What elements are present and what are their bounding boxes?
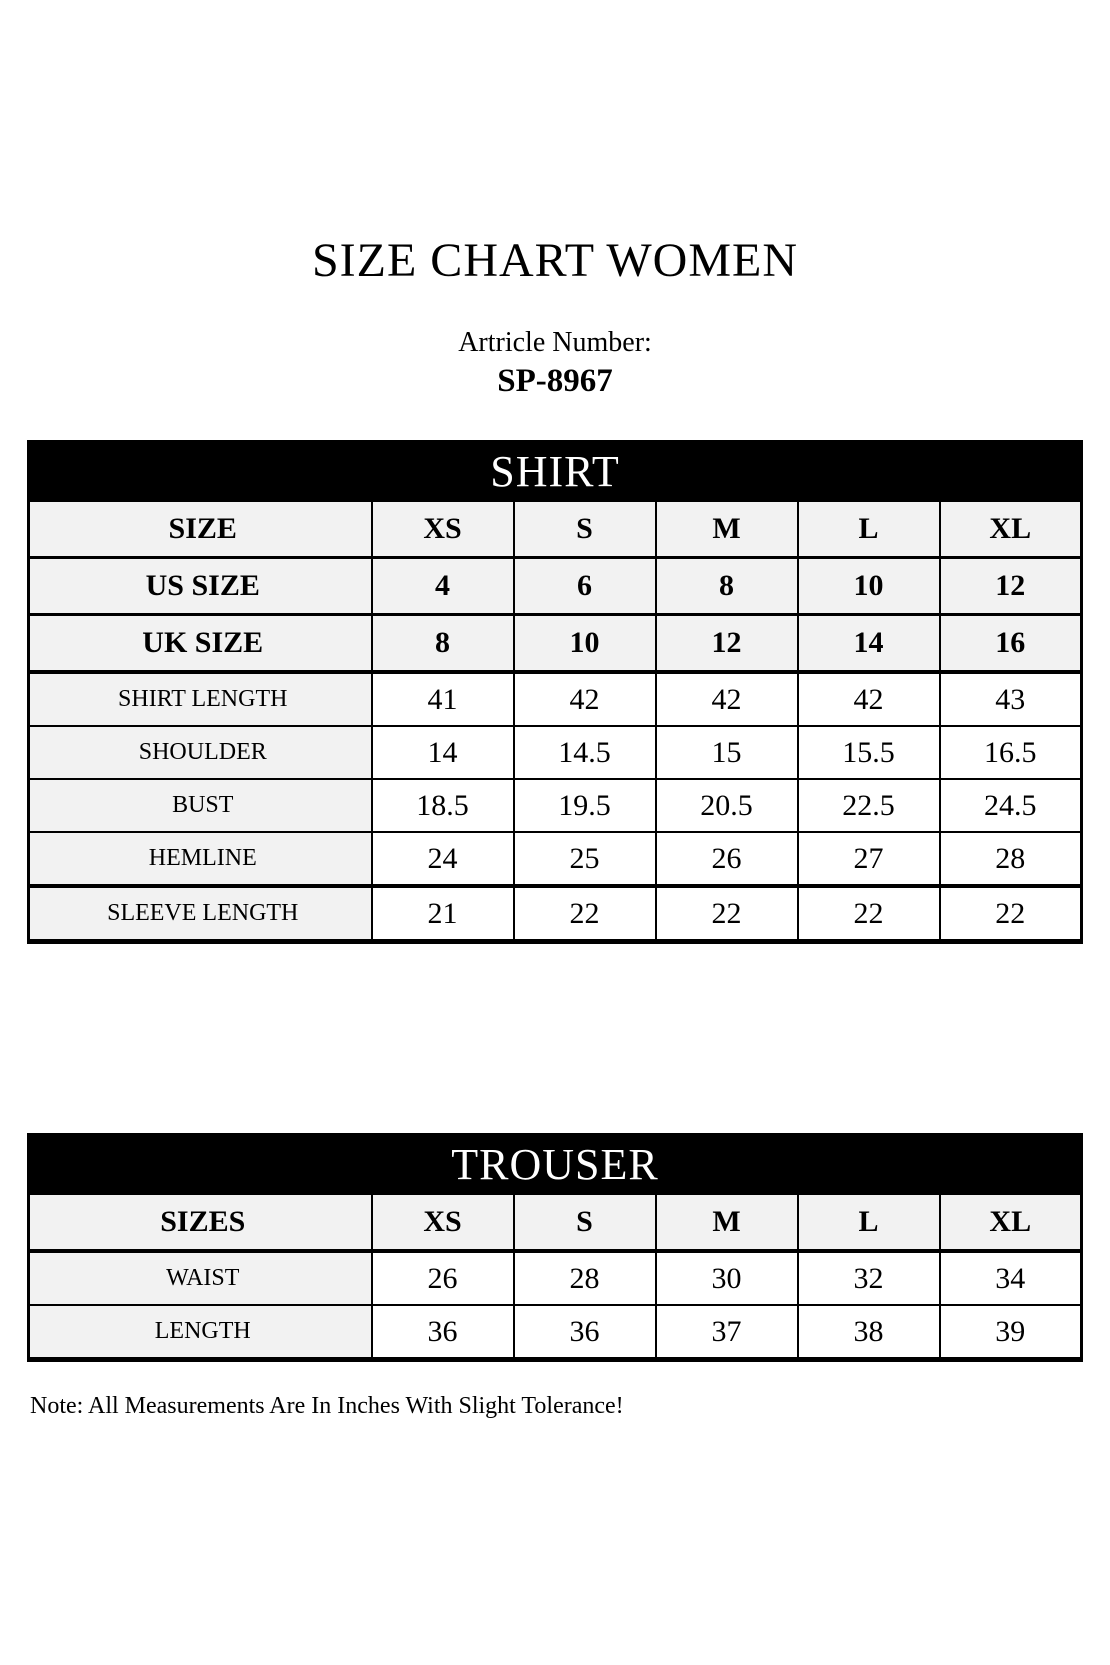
shirt-table-header: SHIRT [29, 442, 1082, 501]
measurement-label-cell: SLEEVE LENGTH [29, 886, 372, 942]
size-value-cell: S [514, 1194, 656, 1252]
measurement-value-cell: 19.5 [514, 779, 656, 832]
measurement-label-cell: LENGTH [29, 1305, 372, 1360]
measurement-value-cell: 20.5 [656, 779, 798, 832]
measurement-value-cell: 32 [798, 1251, 940, 1305]
measurement-label-cell: BUST [29, 779, 372, 832]
table-row [29, 1135, 1082, 1194]
table-row [29, 1251, 1082, 1305]
size-value-cell: L [798, 1194, 940, 1252]
table-row [29, 1305, 1082, 1360]
table-row [29, 615, 1082, 673]
measurement-value-cell: 28 [940, 832, 1082, 886]
table-row [29, 1194, 1082, 1252]
size-value-cell: 8 [372, 615, 514, 673]
measurement-label-cell: SHOULDER [29, 726, 372, 779]
measurement-value-cell: 18.5 [372, 779, 514, 832]
measurement-value-cell: 28 [514, 1251, 656, 1305]
size-value-cell: L [798, 501, 940, 558]
measurement-value-cell: 42 [656, 672, 798, 726]
size-value-cell: 12 [940, 558, 1082, 615]
measurement-value-cell: 26 [656, 832, 798, 886]
table-row [29, 501, 1082, 558]
measurement-value-cell: 22 [514, 886, 656, 942]
size-label-cell: US SIZE [29, 558, 372, 615]
size-value-cell: 6 [514, 558, 656, 615]
table-row [29, 672, 1082, 726]
measurement-label-cell: HEMLINE [29, 832, 372, 886]
measurement-value-cell: 43 [940, 672, 1082, 726]
page-title: SIZE CHART WOMEN [311, 234, 798, 287]
measurement-value-cell: 16.5 [940, 726, 1082, 779]
measurement-value-cell: 26 [372, 1251, 514, 1305]
trouser-size-table [27, 1133, 1083, 1362]
measurement-value-cell: 24 [372, 832, 514, 886]
measurement-note: Note: All Measurements Are In Inches With Slight Tolerance! [30, 1393, 624, 1419]
measurement-value-cell: 22 [798, 886, 940, 942]
measurement-value-cell: 39 [940, 1305, 1082, 1360]
measurement-value-cell: 37 [656, 1305, 798, 1360]
size-value-cell: 4 [372, 558, 514, 615]
measurement-value-cell: 27 [798, 832, 940, 886]
measurement-value-cell: 21 [372, 886, 514, 942]
size-value-cell: XL [940, 501, 1082, 558]
measurement-value-cell: 22 [940, 886, 1082, 942]
article-number-value: SP-8967 [497, 363, 613, 399]
measurement-label-cell: WAIST [29, 1251, 372, 1305]
measurement-value-cell: 36 [514, 1305, 656, 1360]
size-value-cell: 10 [798, 558, 940, 615]
shirt-size-table [27, 440, 1083, 944]
measurement-value-cell: 22.5 [798, 779, 940, 832]
measurement-value-cell: 25 [514, 832, 656, 886]
size-label-cell: UK SIZE [29, 615, 372, 673]
measurement-value-cell: 24.5 [940, 779, 1082, 832]
measurement-value-cell: 42 [514, 672, 656, 726]
size-value-cell: 14 [798, 615, 940, 673]
size-label-cell: SIZE [29, 501, 372, 558]
size-value-cell: M [656, 501, 798, 558]
measurement-value-cell: 34 [940, 1251, 1082, 1305]
size-value-cell: XS [372, 1194, 514, 1252]
table-row [29, 726, 1082, 779]
table-row [29, 832, 1082, 886]
table-row [29, 779, 1082, 832]
measurement-value-cell: 15.5 [798, 726, 940, 779]
measurement-value-cell: 41 [372, 672, 514, 726]
trouser-table-header: TROUSER [29, 1135, 1082, 1194]
size-value-cell: 10 [514, 615, 656, 673]
size-value-cell: XS [372, 501, 514, 558]
measurement-value-cell: 38 [798, 1305, 940, 1360]
table-row [29, 442, 1082, 501]
table-row [29, 886, 1082, 942]
measurement-value-cell: 22 [656, 886, 798, 942]
size-value-cell: XL [940, 1194, 1082, 1252]
measurement-value-cell: 36 [372, 1305, 514, 1360]
measurement-value-cell: 14.5 [514, 726, 656, 779]
measurement-value-cell: 30 [656, 1251, 798, 1305]
size-value-cell: 12 [656, 615, 798, 673]
size-value-cell: M [656, 1194, 798, 1252]
article-number-label: Artricle Number: [458, 327, 652, 358]
measurement-value-cell: 14 [372, 726, 514, 779]
size-label-cell: SIZES [29, 1194, 372, 1252]
size-value-cell: S [514, 501, 656, 558]
measurement-value-cell: 15 [656, 726, 798, 779]
size-value-cell: 16 [940, 615, 1082, 673]
size-value-cell: 8 [656, 558, 798, 615]
measurement-value-cell: 42 [798, 672, 940, 726]
measurement-label-cell: SHIRT LENGTH [29, 672, 372, 726]
table-row [29, 558, 1082, 615]
